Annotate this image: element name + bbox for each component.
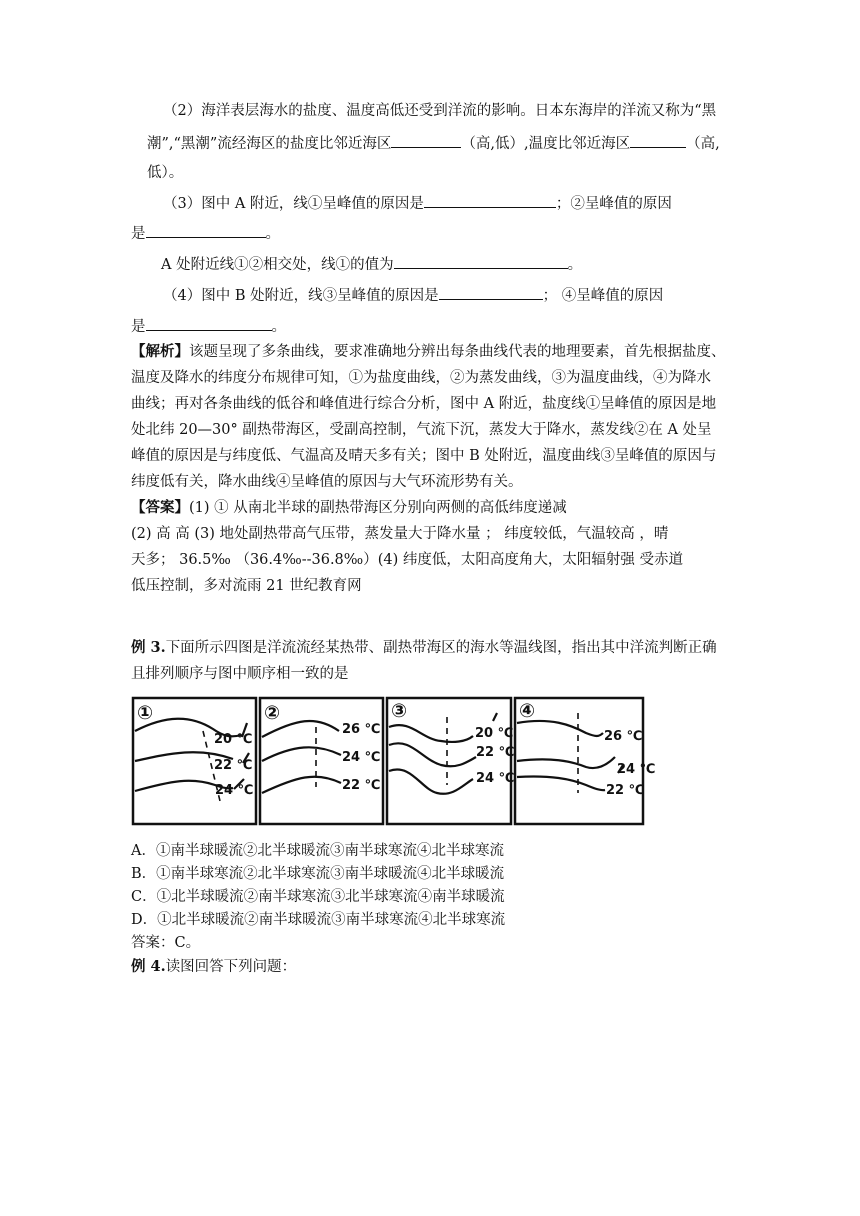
q4-line-1 bbox=[163, 285, 663, 306]
isotherm-figure bbox=[131, 693, 656, 829]
panel-1-label-3: 24 ℃ bbox=[215, 783, 254, 798]
panel-4-isotherm-26 bbox=[517, 721, 603, 736]
ex3-label: 例 3. bbox=[131, 639, 166, 656]
analysis-label: 【解析】 bbox=[131, 343, 189, 360]
q2-line-2 bbox=[147, 133, 720, 154]
panel-2-label-3: 22 ℃ bbox=[342, 778, 381, 793]
analysis-line-2: 温度及降水的纬度分布规律可知，①为盐度曲线，②为蒸发曲线，③为温度曲线，④为降水 bbox=[131, 370, 711, 386]
option-b[interactable]: B．①南半球寒流②北半球寒流③南半球暖流④北半球暖流 bbox=[131, 866, 505, 882]
panel-2-number: ② bbox=[264, 702, 281, 724]
panel-3-isotherm-24 bbox=[389, 769, 473, 793]
q4-line-2 bbox=[131, 316, 286, 337]
q3-text-e: A 处附近线①②相交处，线①的值为 bbox=[161, 257, 394, 273]
panel-1-number: ① bbox=[137, 702, 154, 724]
q2-text-c: （高, bbox=[686, 136, 720, 152]
panel-2-label-2: 24 ℃ bbox=[342, 750, 381, 765]
q3-line-3 bbox=[161, 254, 582, 275]
panel-4-isotherm-22 bbox=[517, 776, 605, 790]
option-d[interactable]: D．①北半球暖流②南半球暖流③南半球寒流④北半球寒流 bbox=[131, 912, 506, 928]
answer-line-4: 低压控制，多对流雨 21 世纪教育网 bbox=[131, 578, 362, 594]
ex3-line-1 bbox=[131, 638, 717, 658]
panel-1-label-1: 20 ℃ bbox=[214, 732, 253, 747]
panel-3-label-3: 24 ℃ bbox=[476, 771, 515, 786]
panel-2-label-1: 26 ℃ bbox=[342, 722, 381, 737]
panel-4-isotherm-24 bbox=[517, 757, 615, 768]
analysis-text-1: 该题呈现了多条曲线，要求准确地分辨出每条曲线代表的地理要素，首先根据盐度、 bbox=[189, 344, 726, 360]
q3-blank-2[interactable] bbox=[146, 223, 266, 238]
q3-text-a: （3）图中 A 附近，线①呈峰值的原因是 bbox=[163, 196, 424, 212]
q3-text-d: 。 bbox=[265, 226, 280, 242]
panel-4-label-3: 22 ℃ bbox=[606, 783, 645, 798]
panel-3-number: ③ bbox=[391, 700, 408, 722]
panel-4-number: ④ bbox=[519, 700, 536, 722]
q4-text-d: 。 bbox=[271, 319, 286, 335]
panel-3-label-1: 20 ℃ bbox=[475, 726, 514, 741]
analysis-line-4: 处北纬 20—30° 副热带海区，受副高控制，气流下沉，蒸发大于降水，蒸发线②在 A 处呈 bbox=[131, 422, 712, 438]
answer-line-2: (2) 高 高 (3) 地处副热带高气压带，蒸发量大于降水量 ； 纬度较低，气温较高 ，晴 bbox=[131, 526, 669, 542]
panel-4-label-1: 26 ℃ bbox=[604, 729, 643, 744]
q3-text-f: 。 bbox=[567, 257, 583, 273]
ex3-text-1: 下面所示四图是洋流流经某热带、副热带海区的海水等温线图，指出其中洋流判断正确 bbox=[165, 640, 717, 656]
q3-blank-3[interactable] bbox=[394, 254, 568, 269]
answer-text-1: (1) ① 从南北半球的副热带海区分别向两侧的高低纬度递减 bbox=[189, 500, 567, 516]
q4-text-c: 是 bbox=[131, 319, 146, 335]
panel-3-tick bbox=[493, 713, 497, 721]
q4-text-a: （4）图中 B 处附近，线③呈峰值的原因是 bbox=[163, 288, 439, 304]
ex3-line-2: 且排列顺序与图中顺序相一致的是 bbox=[131, 666, 349, 682]
analysis-line-1 bbox=[131, 342, 726, 362]
analysis-line-6: 纬度低有关，降水曲线④呈峰值的原因与大气环流形势有关。 bbox=[131, 474, 523, 490]
q3-text-b: ；②呈峰值的原因 bbox=[555, 196, 672, 212]
ex4-line bbox=[131, 957, 296, 977]
panel-4-label-2: 24 ℃ bbox=[617, 762, 656, 777]
panel-3-label-2: 22 ℃ bbox=[476, 745, 515, 760]
ex4-label: 例 4. bbox=[131, 958, 166, 975]
ex4-text: 读图回答下列问题： bbox=[165, 959, 297, 975]
q4-blank-2[interactable] bbox=[146, 316, 272, 331]
q2-blank-salinity[interactable] bbox=[391, 133, 461, 148]
q3-line-1 bbox=[163, 193, 672, 214]
panel-2-isotherm-22 bbox=[262, 777, 341, 793]
q2-text-b: （高,低）,温度比邻近海区 bbox=[461, 136, 631, 152]
option-c[interactable]: C．①北半球暖流②南半球寒流③北半球寒流④南半球暖流 bbox=[131, 889, 505, 905]
q2-blank-temperature[interactable] bbox=[630, 133, 686, 148]
answer-line-3: 天多； 36.5‰ （36.4‰--36.8‰）(4) 纬度低，太阳高度角大，太阳辐射强 受赤道 bbox=[131, 552, 683, 568]
q3-text-c: 是 bbox=[131, 226, 146, 242]
q3-blank-1[interactable] bbox=[424, 193, 556, 208]
analysis-line-5: 峰值的原因是与纬度低、气温高及晴天多有关；图中 B 处附近，温度曲线③呈峰值的原因与 bbox=[131, 448, 717, 464]
answer-line-1 bbox=[131, 498, 567, 518]
panel-1-label-2: 22 ℃ bbox=[214, 758, 253, 773]
q3-line-2 bbox=[131, 223, 280, 244]
q4-text-b: ； ④呈峰值的原因 bbox=[542, 288, 664, 304]
analysis-line-3: 曲线；再对各条曲线的低谷和峰值进行综合分析，图中 A 附近，盐度线①呈峰值的原因是地 bbox=[131, 396, 717, 412]
option-a[interactable]: A．①南半球暖流②北半球暖流③南半球寒流④北半球寒流 bbox=[131, 843, 504, 859]
panel-3-isotherm-20 bbox=[389, 725, 473, 742]
panel-2-isotherm-24 bbox=[262, 747, 341, 761]
q2-text-a: 潮”,“黑潮”流经海区的盐度比邻近海区 bbox=[147, 136, 392, 152]
q2-line-1: （2）海洋表层海水的盐度、温度高低还受到洋流的影响。日本东海岸的洋流又称为“黑 bbox=[163, 103, 717, 119]
q4-blank-1[interactable] bbox=[439, 285, 543, 300]
q2-line-3: 低）。 bbox=[147, 165, 184, 181]
ex3-answer: 答案：C。 bbox=[131, 935, 201, 951]
panel-3-isotherm-22 bbox=[389, 743, 476, 766]
answer-label: 【答案】 bbox=[131, 499, 189, 516]
